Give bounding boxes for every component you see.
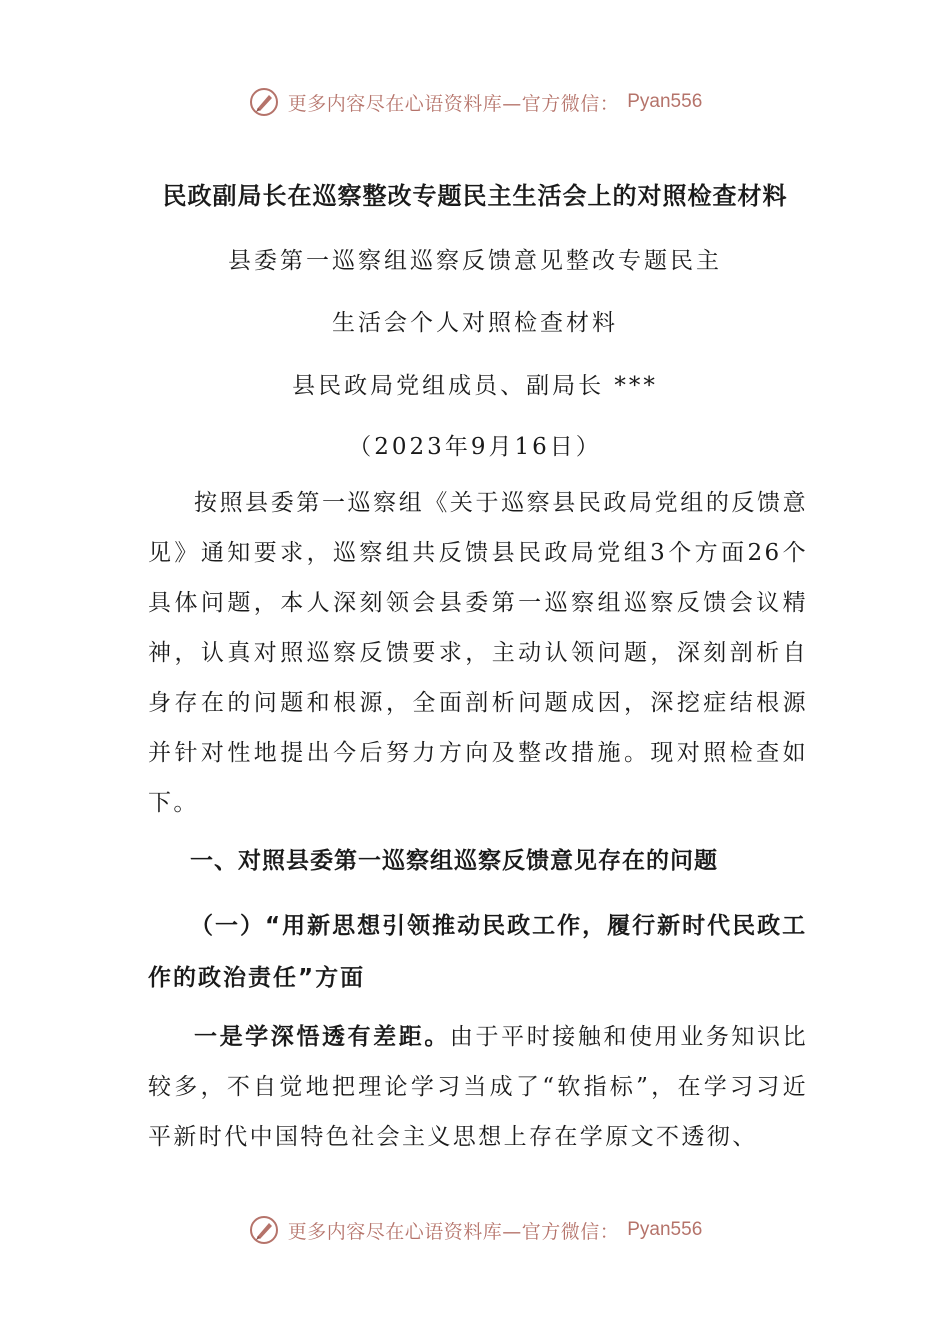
document-date: （2023年9月16日）: [348, 434, 602, 460]
subsection1-heading: （一）“用新思想引领推动民政工作，履行新时代民政工作的政治责任”方面: [148, 913, 808, 991]
document-subtitle-line1: 县委第一巡察组巡察反馈意见整改专题民主: [228, 248, 722, 274]
quill-pen-logo-icon: [248, 86, 280, 118]
watermark-footer: [0, 1210, 950, 1250]
watermark-header: [0, 82, 950, 122]
section1-heading: 一、对照县委第一巡察组巡察反馈意见存在的问题: [190, 848, 718, 874]
intro-paragraph: 按照县委第一巡察组《关于巡察县民政局党组的反馈意见》通知要求，巡察组共反馈县民政局党组3个方面26个具体问题，本人深刻领会县委第一巡察组巡察反馈会议精神，认真对照巡察反馈要求，主动认领问题，深刻剖析自身存在的问题和根源，全面剖析问题成因，深挖症结根源并针对性地提出今后努力方向及整改措施。现对照检查如下。: [148, 490, 808, 816]
watermark-text: 更多内容尽在心语资料库—官方微信：: [287, 1220, 620, 1243]
quill-pen-logo-icon: [248, 1214, 280, 1246]
document-title: 民政副局长在巡察整改专题民主生活会上的对照检查材料: [162, 182, 788, 210]
watermark-account: Pyan556: [627, 91, 703, 112]
point1-lead: 一是学深悟透有差距。: [194, 1024, 450, 1050]
point1-text: 由于平时接触和使用业务知识比较多，不自觉地把理论学习当成了“软指标”，在学习习近平新时代中国特色社会主义思想上存在学原文不透彻、: [148, 1024, 809, 1150]
point1-paragraph: [148, 1012, 808, 1162]
watermark-account: Pyan556: [627, 1219, 703, 1240]
watermark-text: 更多内容尽在心语资料库—官方微信：: [287, 92, 620, 115]
document-subtitle-line2: 生活会个人对照检查材料: [332, 310, 618, 336]
document-author: 县民政局党组成员、副局长 ***: [292, 373, 658, 399]
